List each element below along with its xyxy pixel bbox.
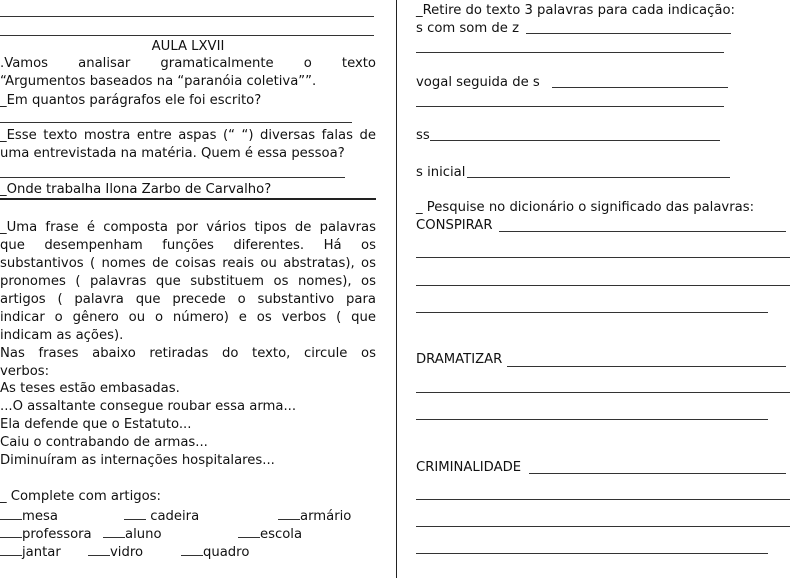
blank[interactable]	[124, 506, 146, 520]
artigo-item: vidro	[88, 542, 143, 562]
answer-line[interactable]	[416, 526, 790, 527]
answer-line[interactable]	[526, 33, 731, 34]
answer-line[interactable]	[0, 198, 376, 200]
intro-line: .Vamos analisar gramaticalmente o texto	[0, 56, 376, 71]
question-quote-line: _Esse texto mostra entre aspas (“ “) diversas falas de	[0, 128, 376, 143]
answer-line[interactable]	[416, 52, 724, 53]
verb-sentence[interactable]: Caiu o contrabando de armas...	[0, 435, 208, 450]
blank[interactable]	[238, 524, 260, 538]
artigo-item: armário	[278, 506, 351, 526]
answer-line[interactable]	[416, 106, 724, 107]
artigo-item: escola	[238, 524, 302, 544]
question-workplace: _Onde trabalha Ilona Zarbo de Carvalho?	[0, 182, 272, 197]
answer-line[interactable]	[499, 231, 786, 232]
indicacao-z: s com som de z	[416, 21, 519, 36]
question-quote-line: uma entrevistada na matéria. Quem é essa pessoa?	[0, 146, 345, 161]
blank[interactable]	[88, 542, 110, 556]
indicacao-vogal: vogal seguida de s	[416, 75, 540, 90]
answer-line[interactable]	[416, 312, 768, 313]
paragraph-line: Nas frases abaixo retiradas do texto, circule os	[0, 346, 376, 361]
answer-line[interactable]	[0, 122, 352, 123]
blank[interactable]	[103, 524, 125, 538]
answer-line[interactable]	[416, 419, 768, 420]
artigo-item: quadro	[181, 542, 249, 562]
answer-line[interactable]	[416, 499, 790, 500]
answer-line[interactable]	[0, 16, 374, 17]
answer-line[interactable]	[0, 177, 345, 178]
paragraph-line: artigos ( palavra que precede o substantivo para	[0, 292, 376, 307]
dicionario-prompt: _ Pesquise no dicionário o significado das palavras:	[416, 200, 755, 215]
paragraph-line: indicar o gênero ou o número) e os verbos ( que	[0, 310, 376, 325]
answer-line[interactable]	[430, 140, 720, 141]
blank[interactable]	[0, 506, 22, 520]
artigos-prompt: _ Complete com artigos:	[0, 489, 161, 504]
artigo-item: cadeira	[124, 506, 199, 526]
question-paragraphs: _Em quantos parágrafos ele foi escrito?	[0, 93, 262, 108]
word-dramatizar: DRAMATIZAR	[416, 352, 503, 367]
artigo-item: aluno	[103, 524, 162, 544]
verb-sentence[interactable]: As teses estão embasadas.	[0, 381, 180, 396]
word-conspirar: CONSPIRAR	[416, 218, 493, 233]
answer-line[interactable]	[416, 257, 790, 258]
retire-instruction: _Retire do texto 3 palavras para cada indicação:	[416, 3, 735, 18]
blank[interactable]	[278, 506, 300, 520]
artigo-item: professora	[0, 524, 92, 544]
paragraph-line: que desempenham funções diferentes. Há os	[0, 238, 376, 253]
lesson-title: AULA LXVII	[151, 39, 225, 54]
answer-line[interactable]	[529, 473, 786, 474]
answer-line[interactable]	[416, 392, 790, 393]
verb-sentence[interactable]: Ela defende que o Estatuto...	[0, 417, 192, 432]
word-criminalidade: CRIMINALIDADE	[416, 460, 522, 475]
answer-line[interactable]	[0, 35, 374, 36]
intro-line: “Argumentos baseados na “paranóia coletiva””.	[0, 74, 317, 89]
blank[interactable]	[0, 524, 22, 538]
answer-line[interactable]	[416, 285, 790, 286]
answer-line[interactable]	[507, 366, 786, 367]
paragraph-line: substantivos ( nomes de coisas reais ou abstratas), os	[0, 256, 376, 271]
blank[interactable]	[0, 542, 22, 556]
indicacao-inicial: s inicial	[416, 165, 466, 180]
blank[interactable]	[181, 542, 203, 556]
indicacao-ss: ss	[416, 128, 430, 143]
paragraph-line: _Uma frase é composta por vários tipos de palavras	[0, 220, 376, 235]
artigo-item: jantar	[0, 542, 61, 562]
paragraph-line: pronomes ( palavras que substituem os nomes), os	[0, 274, 376, 289]
column-divider	[396, 0, 397, 578]
answer-line[interactable]	[552, 87, 728, 88]
answer-line[interactable]	[416, 553, 768, 554]
verb-sentence[interactable]: ...O assaltante consegue roubar essa arma...	[0, 399, 297, 414]
verb-sentence[interactable]: Diminuíram as internações hospitalares...	[0, 453, 275, 468]
paragraph-line: indicam as ações).	[0, 328, 124, 343]
answer-line[interactable]	[467, 177, 730, 178]
paragraph-line: verbos:	[0, 364, 50, 379]
artigo-item: mesa	[0, 506, 58, 526]
